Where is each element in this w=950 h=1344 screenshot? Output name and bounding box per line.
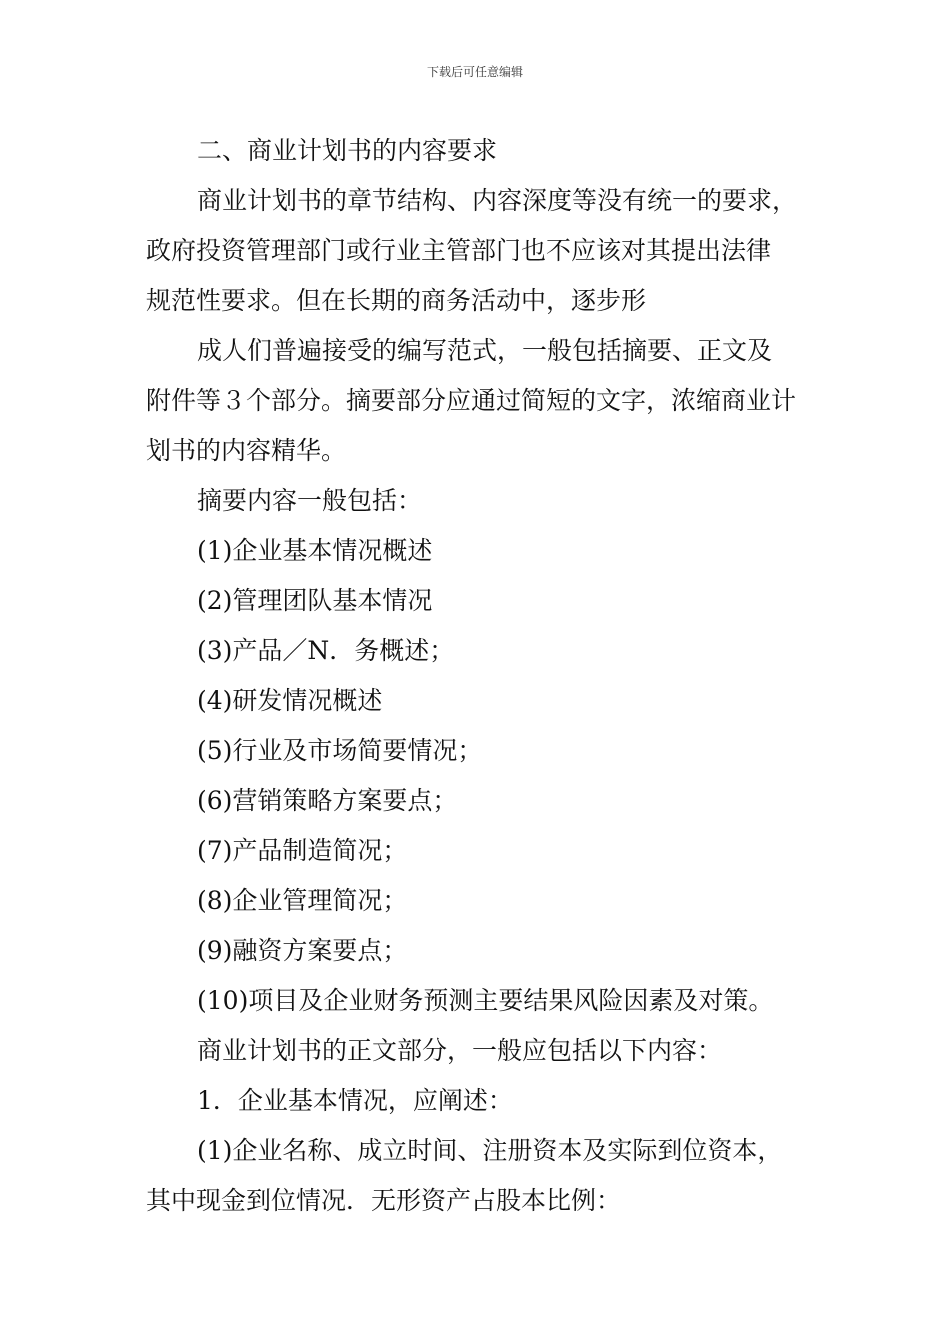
page-header-note: 下载后可任意编辑 (426, 65, 523, 79)
list-item: (2)管理团队基本情况 (197, 586, 433, 615)
paragraph-line: 规范性要求。但在长期的商务活动中，逐步形 (146, 286, 647, 315)
paragraph-line: 附件等３个部分。摘要部分应通过简短的文字，浓缩商业计 (146, 386, 797, 415)
list-item: (6)营销策略方案要点； (197, 786, 458, 815)
list-item: (3)产品／N．务概述； (197, 636, 455, 665)
document-body (146, 126, 826, 1226)
list-item: (5)行业及市场简要情况； (197, 736, 483, 765)
list-item: (10)项目及企业财务预测主要结果风险因素及对策。 (197, 986, 774, 1015)
list-item: (1)企业基本情况概述 (197, 536, 433, 565)
section-heading: 二、商业计划书的内容要求 (197, 136, 498, 165)
paragraph-line: 划书的内容精华。 (146, 436, 347, 465)
paragraph-line: 政府投资管理部门或行业主管部门也不应该对其提出法律 (146, 236, 772, 265)
list-intro: 摘要内容一般包括： (197, 486, 423, 515)
list-item: (7)产品制造简况； (197, 836, 408, 865)
subsection-heading: 1．企业基本情况，应阐述： (197, 1086, 513, 1115)
list-item: (8)企业管理简况； (197, 886, 408, 915)
paragraph-line: 商业计划书的正文部分，一般应包括以下内容： (197, 1036, 723, 1065)
paragraph-line: 其中现金到位情况．无形资产占股本比例： (146, 1186, 622, 1215)
list-item: (4)研发情况概述 (197, 686, 383, 715)
list-item: (1)企业名称、成立时间、注册资本及实际到位资本， (197, 1136, 783, 1165)
paragraph-line: 成人们普遍接受的编写范式，一般包括摘要、正文及 (197, 336, 773, 365)
list-item: (9)融资方案要点； (197, 936, 408, 965)
paragraph-line: 商业计划书的章节结构、内容深度等没有统一的要求， (197, 186, 798, 215)
